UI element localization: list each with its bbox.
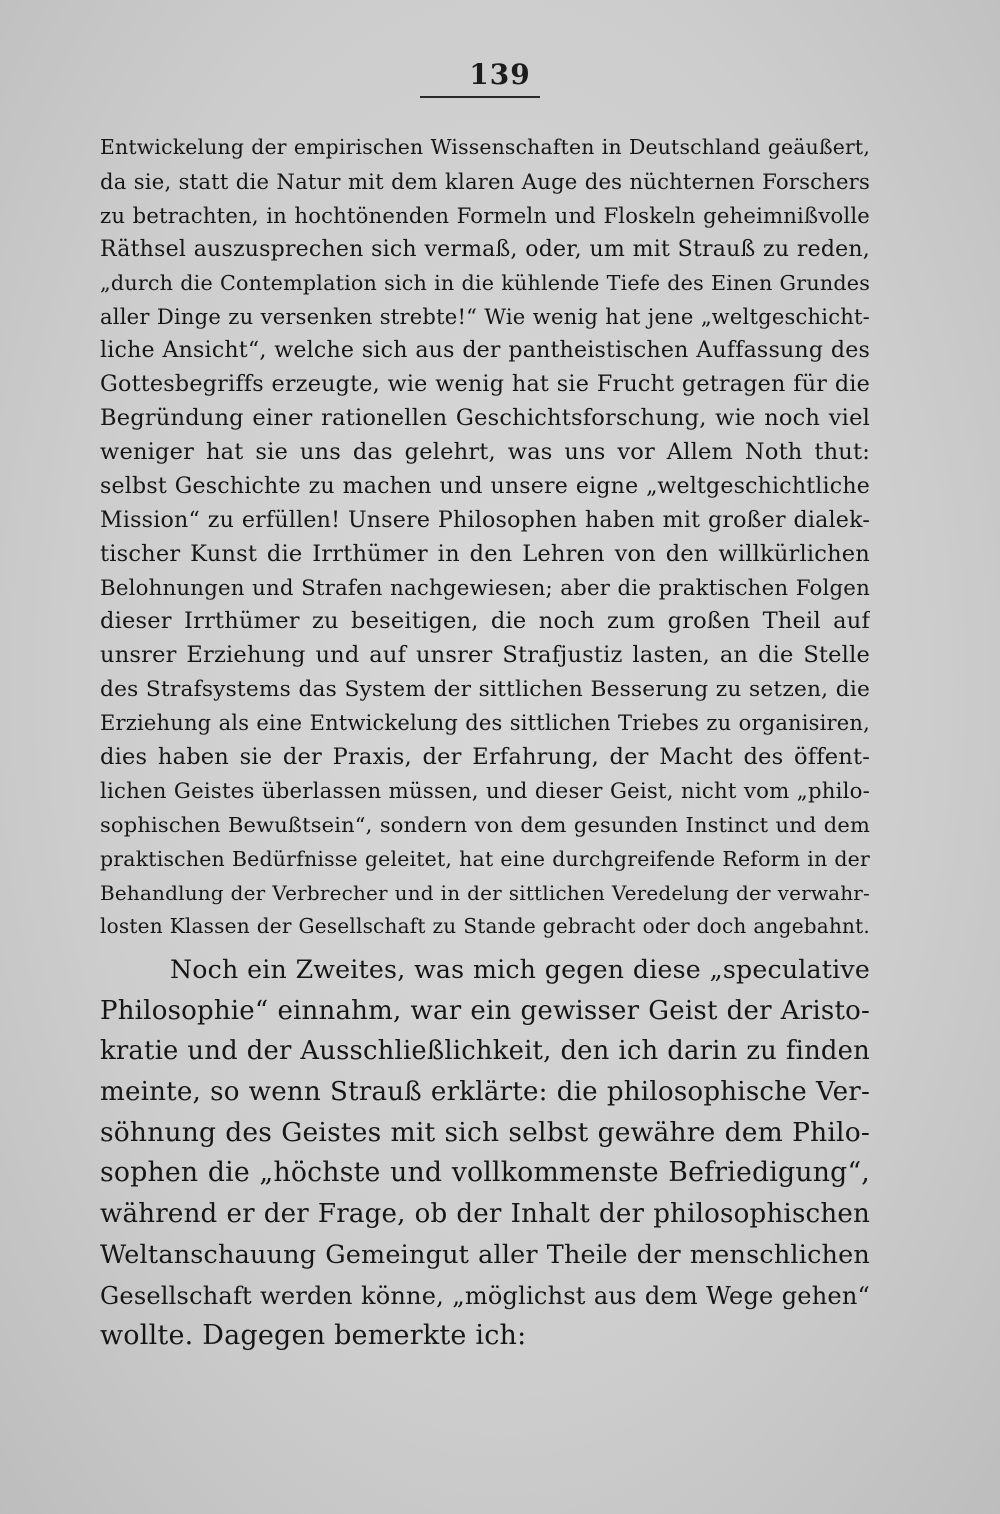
- text-line: Weltanschauung Gemeingut aller Theile der menschlichen: [100, 1239, 870, 1270]
- text-line: dies haben sie der Praxis, der Erfahrung, der Macht des öffent-: [100, 744, 870, 771]
- text-line: lichen Geistes überlassen müssen, und dieser Geist, nicht vom „philo-: [100, 778, 870, 804]
- text-line: kratie und der Ausschließlichkeit, den ich darin zu finden: [100, 1036, 870, 1067]
- text-line: dieser Irrthümer zu beseitigen, die noch zum großen Theil auf: [100, 608, 870, 635]
- text-line: meinte, so wenn Strauß erklärte: die philosophische Ver-: [100, 1077, 870, 1108]
- text-line: unsrer Erziehung und auf unsrer Strafjustiz lasten, an die Stelle: [100, 642, 870, 669]
- page-number: 139: [469, 58, 531, 91]
- text-line: tischer Kunst die Irrthümer in den Lehren von den willkürlichen: [100, 540, 870, 567]
- text-line: des Strafsystems das System der sittlichen Besserung zu setzen, die: [100, 677, 870, 703]
- text-line: während er der Frage, ob der Inhalt der philosophischen: [100, 1199, 870, 1230]
- text-line: sophen die „höchste und vollkommenste Befriedigung“,: [100, 1157, 870, 1189]
- text-line: Philosophie“ einnahm, war ein gewisser Geist der Aristo-: [100, 995, 870, 1026]
- text-line: Gottesbegriffs erzeugte, wie wenig hat sie Frucht getragen für die: [100, 371, 870, 398]
- paragraph-2: [100, 950, 870, 1357]
- header-rule: [420, 96, 540, 98]
- text-line: selbst Geschichte zu machen und unsere eigne „weltgeschichtliche: [100, 473, 870, 499]
- text-line: losten Klassen der Gesellschaft zu Stande gebracht oder doch angebahnt.: [100, 914, 870, 939]
- text-line: söhnung des Geistes mit sich selbst gewähre dem Philo-: [100, 1116, 870, 1148]
- text-line: weniger hat sie uns das gelehrt, was uns vor Allem Noth thut:: [100, 439, 870, 466]
- text-line: Begründung einer rationellen Geschichtsforschung, wie noch viel: [100, 405, 870, 432]
- text-line: Räthsel auszusprechen sich vermaß, oder, um mit Strauß zu reden,: [100, 236, 870, 262]
- text-line: aller Dinge zu versenken strebte!“ Wie wenig hat jene „weltgeschicht-: [100, 304, 870, 330]
- text-line: Erziehung als eine Entwickelung des sittlichen Triebes zu organisiren,: [100, 711, 870, 736]
- text-line: Belohnungen und Strafen nachgewiesen; aber die praktischen Folgen: [100, 575, 870, 601]
- text-line: Mission“ zu erfüllen! Unsere Philosophen haben mit großer dialek-: [100, 506, 870, 533]
- text-line: liche Ansicht“, welche sich aus der pantheistischen Auffassung des: [100, 338, 870, 364]
- text-line: Noch ein Zweites, was mich gegen diese „speculative: [170, 955, 870, 984]
- text-line: da sie, statt die Natur mit dem klaren Auge des nüchternen Forschers: [100, 168, 870, 194]
- paragraph-1: [100, 131, 870, 944]
- text-line: Behandlung der Verbrecher und in der sittlichen Veredelung der verwahr-: [100, 880, 870, 905]
- text-line: wollte. Dagegen bemerkte ich:: [100, 1320, 527, 1352]
- text-line: sophischen Bewußtsein“, sondern von dem gesunden Instinct und dem: [100, 812, 870, 837]
- text-line: zu betrachten, in hochtönenden Formeln und Floskeln geheimnißvolle: [100, 202, 870, 228]
- text-line: „durch die Contemplation sich in die kühlende Tiefe des Einen Grundes: [100, 270, 870, 295]
- text-line: Entwickelung der empirischen Wissenschaften in Deutschland geäußert,: [100, 135, 870, 159]
- text-line: Gesellschaft werden könne, „möglichst aus dem Wege gehen“: [100, 1281, 870, 1310]
- text-line: praktischen Bedürfnisse geleitet, hat eine durchgreifende Reform in der: [100, 846, 870, 871]
